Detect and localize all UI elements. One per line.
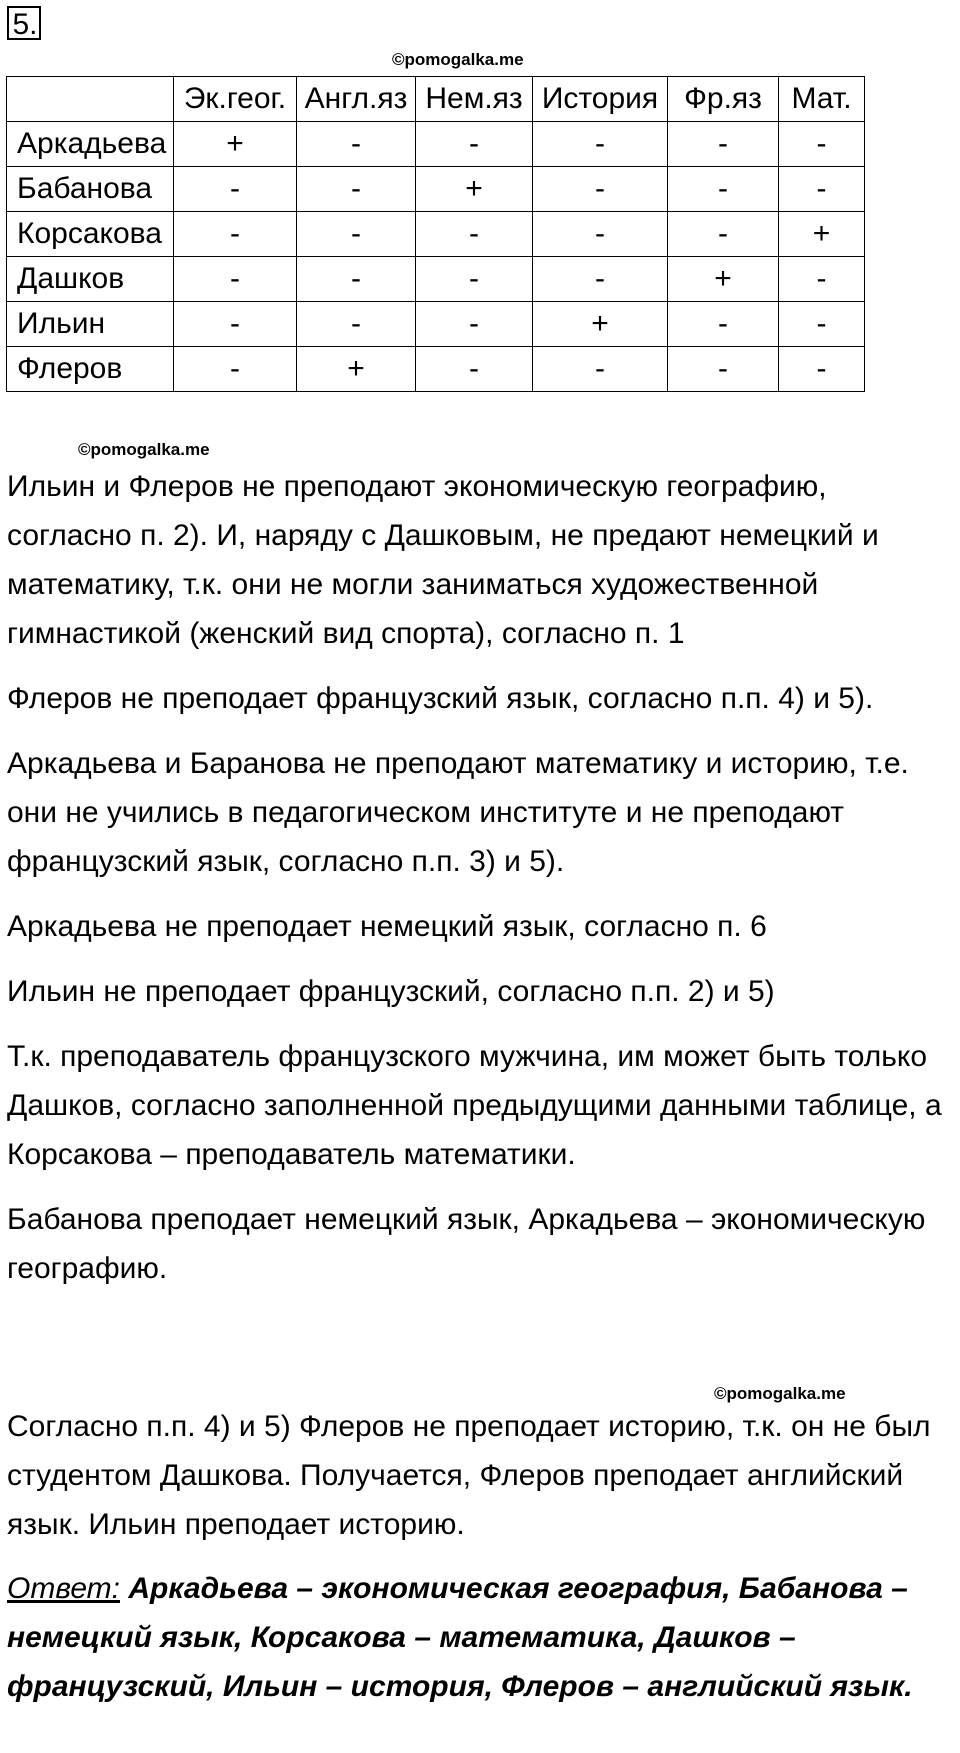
paragraph: Флеров не преподает французский язык, согласно п.п. 4) и 5). [7, 682, 874, 715]
solution-text [7, 462, 952, 1309]
table-cell: - [668, 167, 779, 212]
answer-text: Аркадьева – экономическая география, Бабанова – немецкий язык, Корсакова – математика, Дашков – французский, Ильин – история, Флеров – английский язык. [7, 1572, 913, 1703]
table-header-cell: Англ.яз [297, 77, 416, 122]
watermark-top: ©pomogalka.me [392, 50, 524, 69]
table-cell: - [174, 257, 297, 302]
watermark-middle: ©pomogalka.me [78, 440, 210, 459]
table-cell: - [416, 302, 533, 347]
paragraph: Аркадьева и Баранова не преподают математику и историю, т.е. они не учились в педагогическом институте и не преподают французский язык, согласно п.п. 3) и 5). [7, 747, 909, 878]
table-row [7, 302, 865, 347]
answer-block [7, 1564, 952, 1711]
table-row [7, 347, 865, 392]
table-cell: - [668, 302, 779, 347]
table-cell: - [533, 167, 668, 212]
table-cell: + [416, 167, 533, 212]
paragraph: Ильин и Флеров не преподают экономическую географию, согласно п. 2). И, наряду с Дашковым, не предают немецкий и математику, т.к. они не могли заниматься художественной гимнастикой (женский вид спорта), согласно п. 1 [7, 470, 879, 650]
table-cell: + [668, 257, 779, 302]
table-row [7, 122, 865, 167]
table-cell: - [297, 302, 416, 347]
table-cell: + [297, 347, 416, 392]
paragraph: Согласно п.п. 4) и 5) Флеров не преподает историю, т.к. он не был студентом Дашкова. Получается, Флеров преподает английский язык. Ильин преподает историю. [7, 1410, 931, 1541]
task-number: 5. [7, 6, 41, 40]
table-header-row [7, 77, 865, 122]
table-row [7, 257, 865, 302]
table-cell: - [533, 122, 668, 167]
table-cell: + [533, 302, 668, 347]
table-header-cell: Нем.яз [416, 77, 533, 122]
table-cell: + [779, 212, 865, 257]
row-name: Дашков [7, 257, 174, 302]
paragraph: Бабанова преподает немецкий язык, Аркадьева – экономическую географию. [7, 1203, 926, 1285]
solution-text-final [7, 1402, 952, 1565]
table-cell: - [297, 212, 416, 257]
table-cell: - [174, 302, 297, 347]
table-cell: - [668, 212, 779, 257]
paragraph: Ильин не преподает французский, согласно п.п. 2) и 5) [7, 975, 775, 1008]
table-cell: - [297, 257, 416, 302]
row-name: Аркадьева [7, 122, 174, 167]
table-header-cell: История [533, 77, 668, 122]
table-cell: - [533, 347, 668, 392]
table-cell: - [297, 167, 416, 212]
table-row [7, 212, 865, 257]
table-header-cell: Мат. [779, 77, 865, 122]
table-cell: - [416, 212, 533, 257]
table-cell: - [416, 257, 533, 302]
answer-table [6, 76, 865, 392]
table-cell: - [779, 257, 865, 302]
table-header-cell: Эк.геог. [174, 77, 297, 122]
table-cell: - [174, 347, 297, 392]
paragraph: Аркадьева не преподает немецкий язык, согласно п. 6 [7, 910, 767, 943]
table-cell: + [174, 122, 297, 167]
table-cell: - [779, 347, 865, 392]
row-name: Флеров [7, 347, 174, 392]
answer-label: Ответ: [7, 1572, 120, 1605]
row-name: Корсакова [7, 212, 174, 257]
table-cell: - [533, 212, 668, 257]
row-name: Ильин [7, 302, 174, 347]
table-cell: - [533, 257, 668, 302]
table-cell: - [416, 347, 533, 392]
table-header-cell [7, 77, 174, 122]
table-row [7, 167, 865, 212]
table-cell: - [779, 302, 865, 347]
table-cell: - [779, 167, 865, 212]
table-cell: - [668, 347, 779, 392]
table-cell: - [174, 212, 297, 257]
table-cell: - [779, 122, 865, 167]
table-cell: - [416, 122, 533, 167]
table-cell: - [297, 122, 416, 167]
table-header-cell: Фр.яз [668, 77, 779, 122]
table-cell: - [174, 167, 297, 212]
table-cell: - [668, 122, 779, 167]
row-name: Бабанова [7, 167, 174, 212]
paragraph: Т.к. преподаватель французского мужчина, им может быть только Дашков, согласно заполненной предыдущими данными таблице, а Корсакова – преподаватель математики. [7, 1040, 942, 1171]
watermark-bottom: ©pomogalka.me [714, 1384, 846, 1403]
